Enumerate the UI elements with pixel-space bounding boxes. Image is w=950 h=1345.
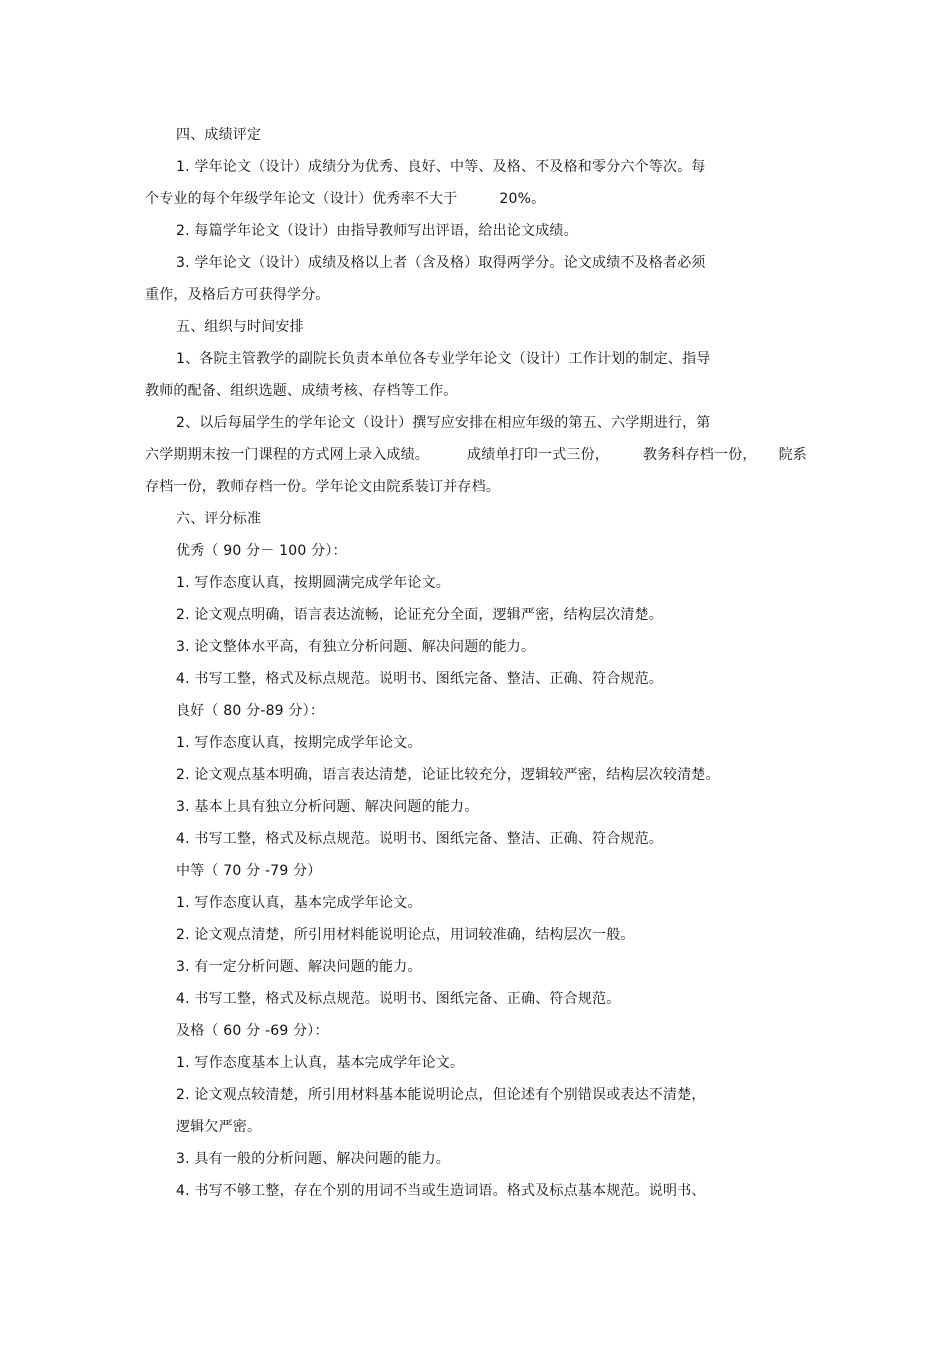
grade-heading-good: 良好（ 80 分-89 分）：	[176, 703, 325, 719]
text-segment: 个专业的每个年级学年论文（设计）优秀率不大于	[145, 191, 458, 207]
paragraph-line: 1. 学年论文（设计）成绩分为优秀、良好、中等、及格、不及格和零分六个等次。每	[176, 159, 706, 175]
paragraph-line: 2、以后每届学生的学年论文（设计）撰写应安排在相应年级的第五、六学期进行，第	[176, 415, 711, 431]
criteria-line: 2. 论文观点清楚，所引用材料能说明论点，用词较准确，结构层次一般。	[176, 927, 635, 943]
paragraph-line: 存档一份，教师存档一份。学年论文由院系装订并存档。	[145, 479, 500, 495]
text-segment: 院系	[778, 447, 808, 463]
criteria-line: 2. 论文观点基本明确，语言表达清楚，论证比较充分，逻辑较严密，结构层次较清楚。	[176, 767, 720, 783]
paragraph-line: 3. 学年论文（设计）成绩及格以上者（含及格）取得两学分。论文成绩不及格者必须	[176, 255, 706, 271]
criteria-line: 2. 论文观点明确，语言表达流畅，论证充分全面，逻辑严密，结构层次清楚。	[176, 607, 664, 623]
criteria-line: 1. 写作态度认真，按期圆满完成学年论文。	[176, 575, 451, 591]
paragraph-line: 1、各院主管教学的副院长负责本单位各专业学年论文（设计）工作计划的制定、指导	[176, 351, 711, 367]
criteria-line: 3. 有一定分析问题、解决问题的能力。	[176, 959, 422, 975]
criteria-line: 1. 写作态度基本上认真，基本完成学年论文。	[176, 1055, 465, 1071]
grade-heading-medium: 中等（ 70 分 -79 分）	[176, 863, 322, 879]
paragraph-line	[145, 446, 807, 464]
text-segment: 六学期期末按一门课程的方式网上录入成绩。	[145, 447, 429, 463]
section-heading-6: 六、评分标准	[176, 511, 262, 527]
criteria-line: 3. 具有一般的分析问题、解决问题的能力。	[176, 1151, 451, 1167]
criteria-line: 4. 书写工整，格式及标点规范。说明书、图纸完备、整洁、正确、符合规范。	[176, 671, 664, 687]
text-segment: 20%。	[499, 191, 546, 207]
paragraph-line: 重作，及格后方可获得学分。	[145, 287, 330, 303]
criteria-line: 逻辑欠严密。	[176, 1119, 262, 1135]
section-heading-4: 四、成绩评定	[176, 127, 262, 143]
paragraph-line: 教师的配备、组织选题、成绩考核、存档等工作。	[145, 383, 458, 399]
section-heading-5: 五、组织与时间安排	[176, 319, 304, 335]
grade-heading-pass: 及格（ 60 分 -69 分）：	[176, 1023, 329, 1039]
criteria-line: 3. 论文整体水平高，有独立分析问题、解决问题的能力。	[176, 639, 536, 655]
text-segment: 成绩单打印一式三份，	[467, 447, 609, 463]
paragraph-line: 2. 每篇学年论文（设计）由指导教师写出评语，给出论文成绩。	[176, 223, 578, 239]
text-segment: 教务科存档一份，	[643, 447, 757, 463]
criteria-line: 2. 论文观点较清楚，所引用材料基本能说明论点，但论述有个别错误或表达不清楚，	[176, 1087, 706, 1103]
paragraph-line	[145, 190, 545, 208]
criteria-line: 4. 书写不够工整，存在个别的用词不当或生造词语。格式及标点基本规范。说明书、	[176, 1183, 706, 1199]
grade-heading-excellent: 优秀（ 90 分－ 100 分）：	[176, 543, 347, 559]
criteria-line: 4. 书写工整，格式及标点规范。说明书、图纸完备、正确、符合规范。	[176, 991, 621, 1007]
criteria-line: 1. 写作态度认真，基本完成学年论文。	[176, 895, 422, 911]
criteria-line: 3. 基本上具有独立分析问题、解决问题的能力。	[176, 799, 479, 815]
criteria-line: 4. 书写工整，格式及标点规范。说明书、图纸完备、整洁、正确、符合规范。	[176, 831, 664, 847]
criteria-line: 1. 写作态度认真，按期完成学年论文。	[176, 735, 422, 751]
